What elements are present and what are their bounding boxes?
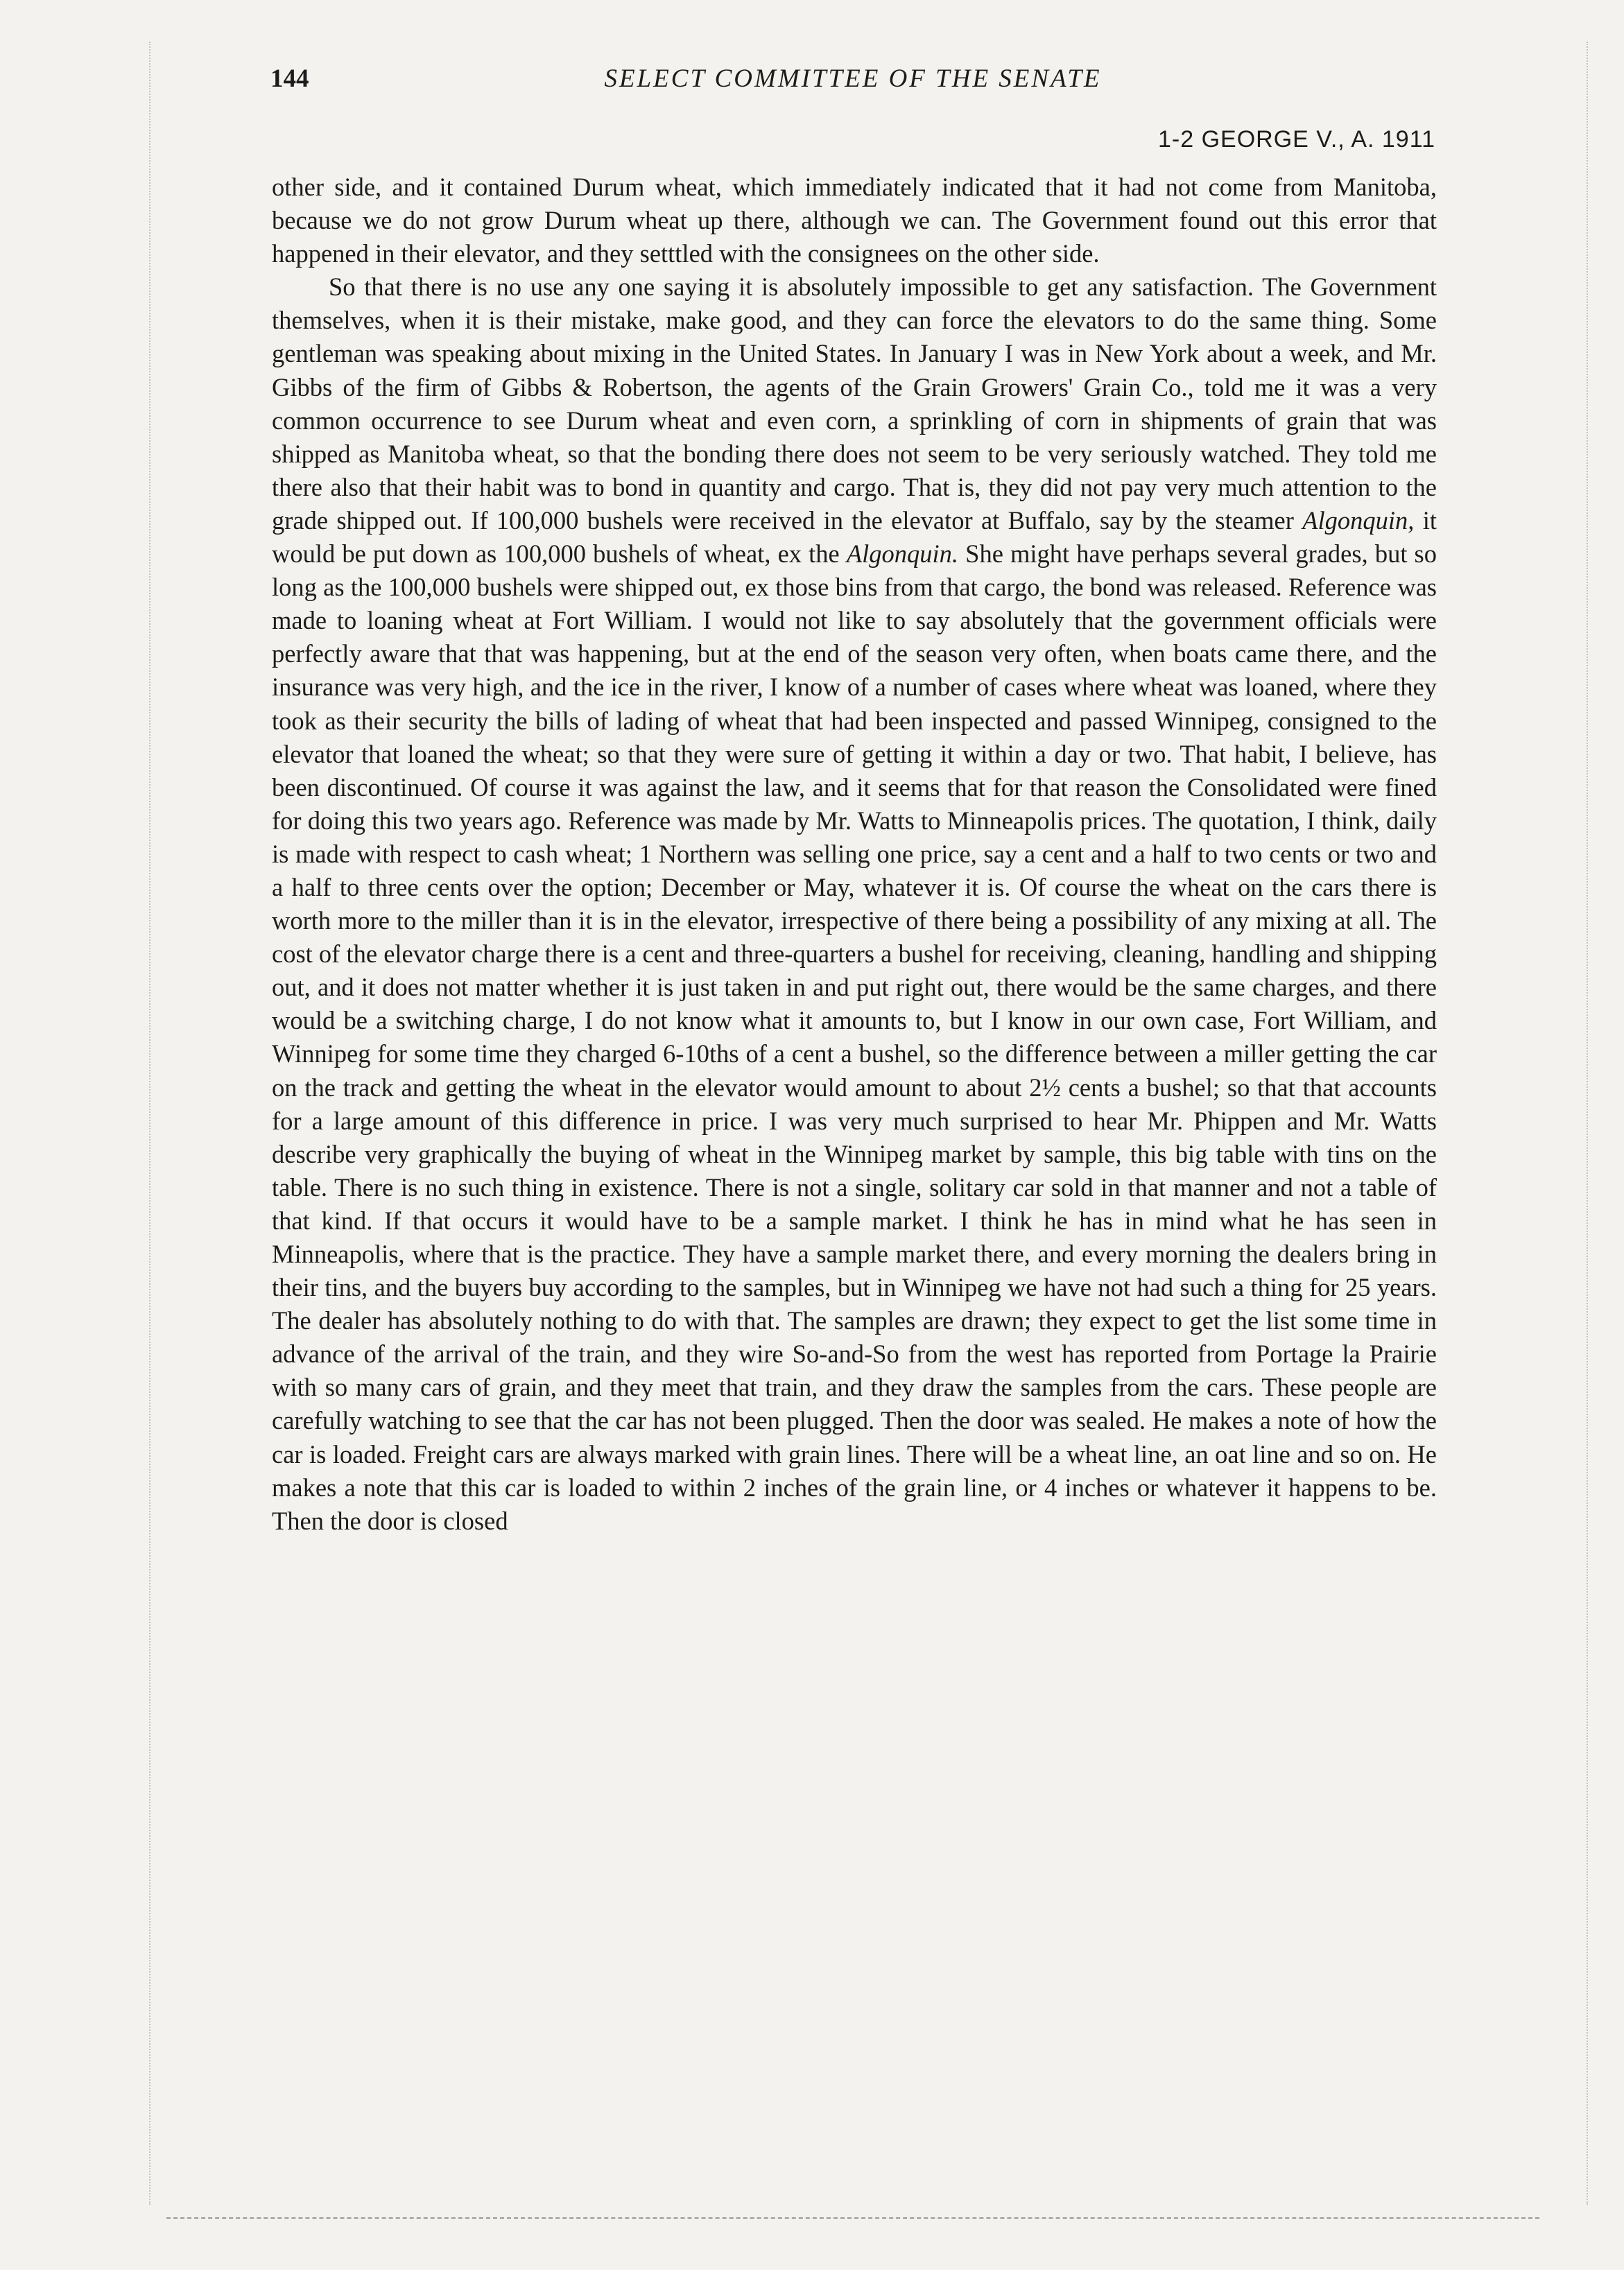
- paragraph-2-part-3: She might have perhaps several grades, but so long as the 100,000 bushels were shipped out, ex those bins from that cargo, the bond was released. Reference was made to loaning wheat at Fort William. I would not like to say absolutely that the government officials were perfectly aware that that was happening, but at the end of the season very often, when boats came there, and the insurance was very high, and the ice in the river, I know of a number of cases where wheat was loaned, where they took as their security the bills of lading of wheat that had been inspected and passed Winnipeg, consigned to the elevator that loaned the wheat; so that they were sure of getting it within a day or two. That habit, I believe, has been discontinued. Of course it was against the law, and it seems that for that reason the Consolidated were fined for doing this two years ago. Reference was made by Mr. Watts to Minneapolis prices. The quotation, I think, daily is made with respect to cash wheat; 1 Northern was selling one price, say a cent and a half to two cents or two and a half to three cents over the option; December or May, whatever it is. Of course the wheat on the cars there is worth more to the miller than it is in the elevator, irrespective of there being a possibility of any mixing at all. The cost of the elevator charge there is a cent and three-quarters a bushel for receiving, cleaning, handling and shipping out, and it does not matter whether it is just taken in and put right out, there would be the same charges, and there would be a switching charge, I do not know what it amounts to, but I know in our own case, Fort William, and Winnipeg for some time they charged 6-10ths of a cent a bushel, so the difference between a miller getting the car on the track and getting the wheat in the elevator would amount to about 2½ cents a bushel; so that that accounts for a large amount of this difference in price. I was very much surprised to hear Mr. Phippen and Mr. Watts describe very graphically the buying of wheat in the Winnipeg market by sample, this big table with tins on the table. There is no such thing in existence. There is not a single, solitary car sold in that manner and not a table of that kind. If that occurs it would have to be a sample market. I think he has in mind what he has seen in Minneapolis, where that is the practice. They have a sample market there, and every morning the dealers bring in their tins, and the buyers buy according to the samples, but in Winnipeg we have not had such a thing for 25 years. The dealer has absolutely nothing to do with that. The samples are drawn; they expect to get the list some time in advance of the arrival of the train, and they wire So-and-So from the west has reported from Portage la Prairie with so many cars of grain, and they meet that train, and they draw the samples from the cars. These people are carefully watching to see that the car has not been plugged. Then the door was sealed. He makes a note of how the car is loaded. Freight cars are always marked with grain lines. There will be a wheat line, an oat line and so on. He makes a note that this car is loaded to within 2 inches of the grain line, or 4 inches or whatever it happens to be. Then the door is closed: [272, 539, 1437, 1535]
- left-scan-edge: [149, 42, 150, 2205]
- paragraph-2: [272, 270, 1437, 1538]
- paragraph-2-part-1: So that there is no use any one saying it is absolutely impossible to get any satisfaction. The Government themselves, when it is their mistake, make good, and they can force the elevators to do the same thing. Some gentleman was speaking about mixing in the United States. In January I was in New York about a week, and Mr. Gibbs of the firm of Gibbs & Robertson, the agents of the Grain Growers' Grain Co., told me it was a very common occurrence to see Durum wheat and even corn, a sprinkling of corn in shipments of grain that was shipped as Manitoba wheat, so that the bonding there does not seem to be very seriously watched. They told me there also that their habit was to bond in quantity and cargo. That is, they did not pay very much attention to the grade shipped out. If 100,000 bushels were received in the elevator at Buffalo, say by the steamer: [272, 272, 1437, 535]
- paragraph-1: other side, and it contained Durum wheat, which immediately indicated that it had not come from Manitoba, because we do not grow Durum wheat up there, although we can. The Government found out this error that happened in their elevator, and they setttled with the consignees on the other side.: [272, 173, 1437, 268]
- running-title: SELECT COMMITTEE OF THE SENATE: [604, 64, 1102, 93]
- ship-name: Algonquin.: [846, 539, 959, 569]
- body-text: [272, 171, 1437, 1538]
- page-number: 144: [270, 64, 309, 93]
- bottom-rule: [166, 2217, 1539, 2219]
- session-line: 1-2 GEORGE V., A. 1911: [1158, 126, 1435, 153]
- running-head: [270, 64, 1435, 98]
- ship-name: Algonquin,: [1302, 505, 1415, 535]
- right-scan-edge: [1587, 42, 1588, 2205]
- paragraph-2-part-2: it would be put down as 100,000 bushels of wheat, ex the: [272, 505, 1437, 569]
